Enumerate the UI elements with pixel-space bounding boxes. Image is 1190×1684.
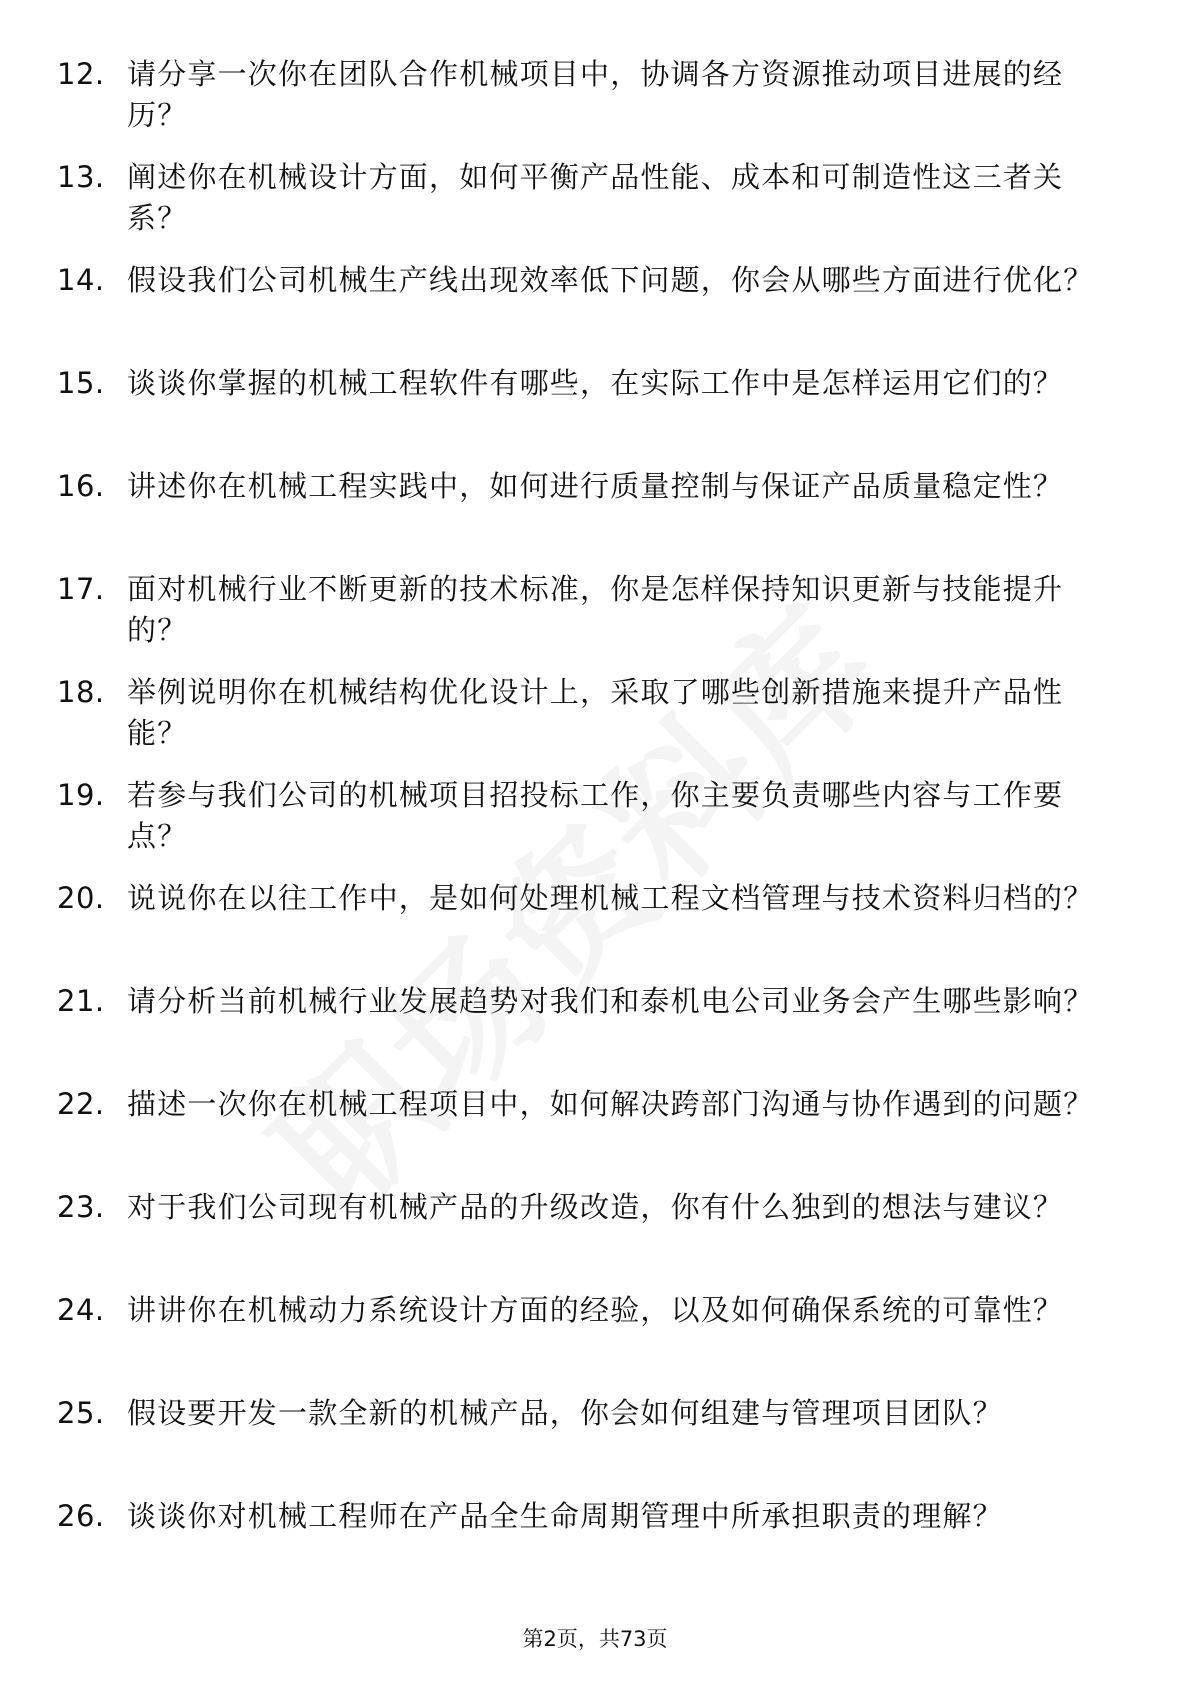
list-item [0, 775, 1190, 878]
list-item [0, 466, 1190, 569]
list-item [0, 363, 1190, 466]
list-item [0, 981, 1190, 1084]
question-text: 面对机械行业不断更新的技术标准，你是怎样保持知识更新与技能提升的？ [127, 572, 1064, 647]
question-number: 25. [57, 1396, 105, 1430]
question-number: 22. [57, 1087, 105, 1121]
question-number: 23. [57, 1190, 105, 1224]
list-item [0, 1187, 1190, 1290]
question-number: 20. [57, 881, 105, 915]
question-number: 12. [57, 57, 105, 91]
question-text: 请分析当前机械行业发展趋势对我们和泰机电公司业务会产生哪些影响？ [127, 984, 1094, 1018]
list-item [0, 260, 1190, 363]
question-number: 26. [57, 1499, 105, 1533]
question-text: 说说你在以往工作中，是如何处理机械工程文档管理与技术资料归档的？ [127, 881, 1094, 915]
question-text: 讲讲你在机械动力系统设计方面的经验，以及如何确保系统的可靠性？ [127, 1293, 1064, 1327]
question-number: 14. [57, 263, 105, 297]
list-item [0, 54, 1190, 157]
question-text: 若参与我们公司的机械项目招投标工作，你主要负责哪些内容与工作要点？ [127, 778, 1064, 853]
question-text: 举例说明你在机械结构优化设计上，采取了哪些创新措施来提升产品性能？ [127, 675, 1064, 750]
question-text: 谈谈你对机械工程师在产品全生命周期管理中所承担职责的理解？ [127, 1499, 1003, 1533]
question-text: 请分享一次你在团队合作机械项目中，协调各方资源推动项目进展的经历？ [127, 57, 1064, 132]
question-number: 19. [57, 778, 105, 812]
page-footer: 第2页，共73页 [522, 1627, 668, 1651]
question-number: 15. [57, 366, 105, 400]
question-number: 18. [57, 675, 105, 709]
question-list [0, 54, 1190, 1599]
list-item [0, 157, 1190, 260]
question-text: 假设我们公司机械生产线出现效率低下问题，你会从哪些方面进行优化？ [127, 263, 1094, 297]
list-item [0, 569, 1190, 672]
question-text: 谈谈你掌握的机械工程软件有哪些，在实际工作中是怎样运用它们的？ [127, 366, 1064, 400]
question-number: 13. [57, 160, 105, 194]
question-text: 讲述你在机械工程实践中，如何进行质量控制与保证产品质量稳定性？ [127, 469, 1064, 503]
question-text: 假设要开发一款全新的机械产品，你会如何组建与管理项目团队？ [127, 1396, 1003, 1430]
list-item [0, 878, 1190, 981]
question-text: 描述一次你在机械工程项目中，如何解决跨部门沟通与协作遇到的问题？ [127, 1087, 1094, 1121]
list-item [0, 672, 1190, 775]
list-item [0, 1084, 1190, 1187]
question-number: 21. [57, 984, 105, 1018]
question-number: 16. [57, 469, 105, 503]
list-item [0, 1393, 1190, 1496]
list-item [0, 1290, 1190, 1393]
question-number: 17. [57, 572, 105, 606]
question-number: 24. [57, 1293, 105, 1327]
question-text: 对于我们公司现有机械产品的升级改造，你有什么独到的想法与建议？ [127, 1190, 1064, 1224]
question-text: 阐述你在机械设计方面，如何平衡产品性能、成本和可制造性这三者关系？ [127, 160, 1064, 235]
list-item [0, 1496, 1190, 1599]
